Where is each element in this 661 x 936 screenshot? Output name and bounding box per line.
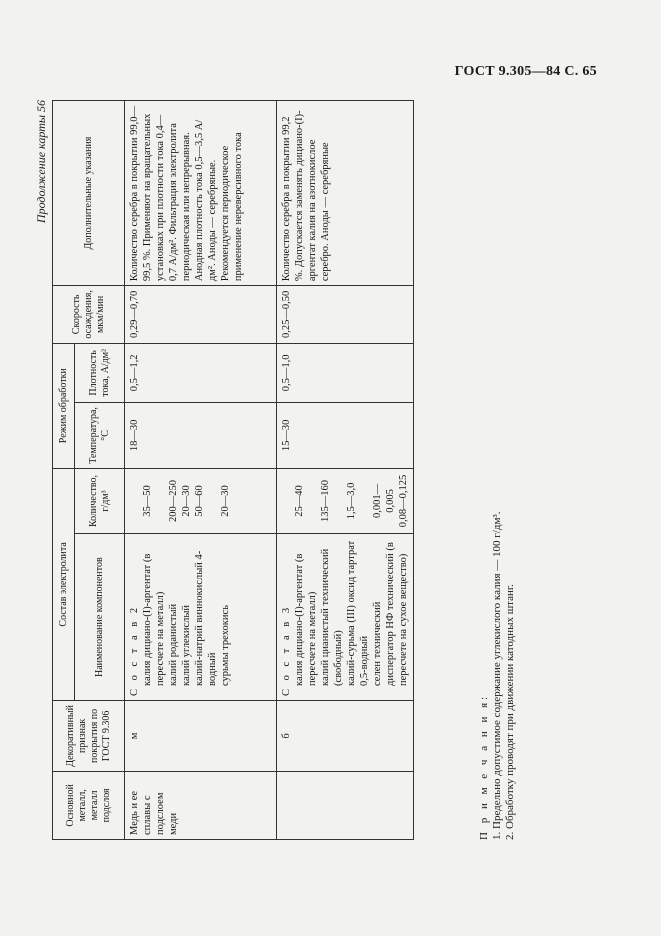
cell-components — [125, 534, 277, 701]
cell-current-density: 0,5—1,0 — [277, 343, 414, 402]
component-item: калий-натрий виннокислый 4-водный — [194, 550, 218, 686]
quantity-value — [280, 473, 293, 530]
component-item: калий-сурьма (III) оксид тартрат 0,5-водный — [346, 540, 370, 686]
quantity-value: 20—30 — [220, 485, 231, 517]
th-quantity: Количество, г/дм³ — [75, 468, 125, 534]
notes-title: П р и м е ч а н и я: — [478, 693, 490, 840]
note-item: 2. Обработку проводят при движении катодных штанг. — [504, 584, 516, 840]
quantity-value: 50—60 — [194, 485, 205, 517]
note-item: 1. Предельно допустимое содержание углекислого калия — 100 г/дм³. — [491, 511, 503, 840]
th-temperature: Температура, °С — [75, 403, 125, 469]
quantity-value: 0,001—0,005 — [372, 483, 396, 519]
cell-temperature: 15—30 — [277, 403, 414, 469]
th-mode: Режим обработки — [53, 343, 75, 468]
th-additional: Дополнительные указания — [53, 101, 125, 286]
quantity-value — [358, 473, 371, 530]
quantity-value: 200—250 — [168, 479, 179, 522]
component-item: калий цианистый технический (свободный) — [320, 548, 344, 686]
th-decor-sign: Декоративный признак покрытия по ГОСТ 9.306 — [53, 701, 125, 772]
component-item: калий углекислый — [181, 604, 192, 686]
component-item: калия дициано-(I)-аргентат (в пересчете на металл) — [142, 553, 166, 686]
quantity-value — [128, 473, 141, 530]
quantity-value — [306, 473, 319, 530]
cell-base-metal: Медь и ее сплавы с подслоем меди — [125, 771, 277, 839]
quantity-value: 135—160 — [320, 479, 331, 522]
notes-block — [478, 100, 517, 840]
cell-quantities — [277, 468, 414, 534]
quantity-value — [332, 473, 345, 530]
component-item: диспергатор НФ технический (в пересчете на сухое вещество) — [385, 542, 409, 686]
cell-quantities — [125, 468, 277, 534]
cell-components — [277, 534, 414, 701]
th-component-name: Наименование компонентов — [75, 534, 125, 701]
electrolyte-table — [52, 100, 414, 840]
th-current-density: Плотность тока, А/дм² — [75, 343, 125, 402]
th-base-metal: Основной металл, металл подслоя — [53, 771, 125, 839]
cell-base-metal — [277, 771, 414, 839]
table-row — [125, 101, 277, 840]
component-item: калия дициано-(I)-аргентат (в пересчете на металл) — [294, 553, 318, 686]
quantity-value: 0,08—0,125 — [398, 474, 409, 528]
composition-title: С о с т а в 3 — [281, 604, 292, 696]
table-row — [277, 101, 414, 840]
cell-decor-sign: м — [125, 701, 277, 772]
page-header: ГОСТ 9.305—84 С. 65 — [454, 64, 597, 79]
component-item: сурьмы трехокись — [220, 605, 231, 686]
cell-deposition-rate: 0,25—0,50 — [277, 286, 414, 343]
quantity-value: 20—30 — [181, 485, 192, 517]
cell-deposition-rate: 0,29—0,70 — [125, 286, 277, 343]
cell-temperature: 18—30 — [125, 403, 277, 469]
th-electrolyte: Состав электролита — [53, 468, 75, 700]
quantity-value — [206, 473, 219, 530]
continuation-label: Продолжение карты 56 — [34, 100, 48, 224]
component-item: селен технический — [372, 601, 383, 686]
component-item: калий роданистый — [168, 603, 179, 686]
cell-decor-sign: б — [277, 701, 414, 772]
composition-title: С о с т а в 2 — [129, 604, 140, 696]
quantity-value: 25—40 — [294, 485, 305, 517]
rotated-table-block — [34, 100, 618, 840]
quantity-value: 35—50 — [142, 485, 153, 517]
quantity-value — [154, 473, 167, 530]
quantity-value: 1,5—3,0 — [346, 482, 357, 520]
cell-additional: Количество серебра в покрытии 99,2 %. Допускается заменять дициано-(I)-аргентат калия на азотнокислое серебро. Аноды — серебряные — [277, 101, 414, 286]
cell-current-density: 0,5—1,2 — [125, 343, 277, 402]
th-deposition-rate: Скорость осаждения, мкм/мин — [53, 286, 125, 343]
cell-additional: Количество серебра в покрытии 99,0—99,5 %. Применяют на вращательных установках при плотности тока 0,4—0,7 А/дм². Фильтрация электролита периодическая или непрерывная. Анодная плотность тока 0,5—3,5 А/дм². Аноды — серебряные. Рекомендуется периодическое применение нереверсивного тока — [125, 101, 277, 286]
